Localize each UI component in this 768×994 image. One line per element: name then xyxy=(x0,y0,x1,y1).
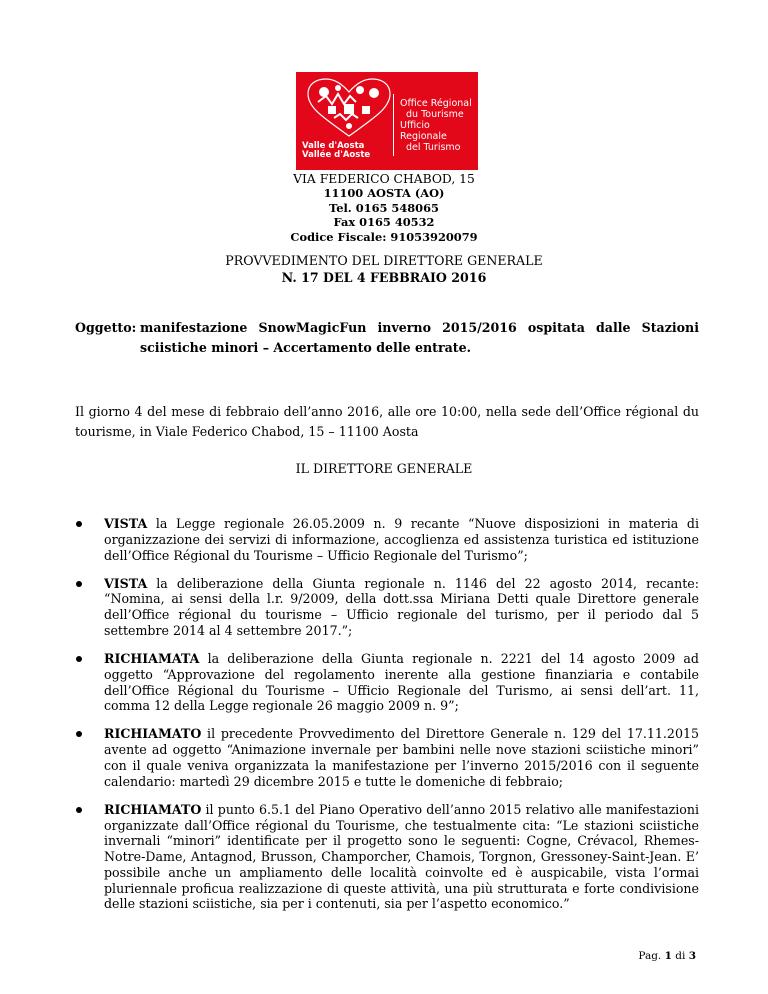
subject-label: Oggetto: xyxy=(75,320,137,335)
title-line-2: N. 17 DEL 4 FEBBRAIO 2016 xyxy=(281,269,487,285)
section-heading: IL DIRETTORE GENERALE xyxy=(295,461,473,476)
list-item xyxy=(75,726,699,789)
telephone: Tel. 0165 548065 xyxy=(329,200,439,215)
bullet-icon xyxy=(76,656,82,662)
item-lead: VISTA xyxy=(104,516,148,531)
title-line-1: PROVVEDIMENTO DEL DIRETTORE GENERALE xyxy=(225,253,543,268)
list-item xyxy=(75,576,699,639)
region-wordmark xyxy=(302,142,370,160)
item-text: la deliberazione della Giunta regionale n. 2221 del 14 agosto 2009 ad oggetto “Approvazione del regolamento inerente alla gestione finanziaria e contabile dell’Office Régional du Tourisme – Ufficio Regionale del Turismo, ai sensi dell’art. 11, comma 12 della Legge regionale 26 maggio 2009 n. 9”; xyxy=(104,650,699,714)
bullet-icon xyxy=(76,731,82,737)
current-page: 1 xyxy=(664,950,672,962)
bullet-icon xyxy=(76,807,82,813)
bullet-icon xyxy=(76,581,82,587)
organization-name xyxy=(400,98,478,153)
office-regional-logo xyxy=(296,72,478,170)
item-lead: VISTA xyxy=(104,575,148,591)
item-lead: RICHIAMATA xyxy=(104,650,200,666)
subject-block xyxy=(75,318,699,358)
org-name-line-2: du Tourisme xyxy=(406,109,464,120)
list-item xyxy=(75,802,699,913)
list-item xyxy=(75,651,699,714)
page-separator: di xyxy=(671,950,689,962)
total-pages: 3 xyxy=(688,950,696,962)
item-text: la Legge regionale 26.05.2009 n. 9 recante “Nuove disposizioni in materia di organizzazione dei servizi di informazione, accoglienza ed assistenza turistica ed istituzione dell’Office Régional du Tourisme – Ufficio Regionale del Turismo”; xyxy=(104,516,699,563)
logo-divider xyxy=(393,94,394,156)
item-lead: RICHIAMATO xyxy=(104,726,202,742)
city-address: 11100 AOSTA (AO) xyxy=(323,186,445,201)
document-title xyxy=(0,253,768,286)
page-number xyxy=(638,950,696,962)
item-text: il punto 6.5.1 del Piano Operativo dell’anno 2015 relativo alle manifestazioni organizzate dall’Office régional du Tourisme, che testualmente cita: “Le stazioni sciistiche invernali “minori” identificate per il progetto sono le seguenti: Cogne, Crévacol, Rhemes-Notre-Dame, Antagnod, Brusson, Champorcher, Chamois, Torgnon, Gressoney-Saint-Jean. E’ possibile anche un ampliamento delle località coinvolte ed è auspicabile, vista l’ormai pluriennale proficua realizzazione di queste attività, una più strutturata e forte condivisione delle stazioni sciistiche, sia per i contenuti, sia per l’aspetto economico.” xyxy=(104,801,699,912)
item-text: la deliberazione della Giunta regionale n. 1146 del 22 agosto 2014, recante: “Nomina, ai sensi della l.r. 9/2009, della dott.ssa Miriana Detti quale Direttore generale dell’Office régional du tourisme – Ufficio regionale del turismo, per il periodo dal 5 settembre 2014 al 4 settembre 2017.”; xyxy=(104,575,699,638)
street-address: VIA FEDERICO CHABOD, 15 xyxy=(293,172,475,186)
bullet-icon xyxy=(76,521,82,527)
subject-text: manifestazione SnowMagicFun inverno 2015/2016 ospitata dalle Stazioni sciistiche minori – Accertamento delle entrate. xyxy=(140,320,699,355)
page-prefix: Pag. xyxy=(638,950,665,962)
region-name-italian: Valle d'Aosta xyxy=(302,141,365,151)
org-name-line-3: Ufficio Regionale xyxy=(400,120,447,142)
tax-code: Codice Fiscale: 91053920079 xyxy=(290,229,478,244)
org-name-line-4: del Turismo xyxy=(406,142,461,153)
list-item xyxy=(75,516,699,563)
address-block xyxy=(0,172,768,244)
fax: Fax 0165 40532 xyxy=(333,215,435,230)
intro-paragraph: Il giorno 4 del mese di febbraio dell’anno 2016, alle ore 10:00, nella sede dell’Office régional du tourisme, in Viale Federico Chabod, 15 – 11100 Aosta xyxy=(75,404,699,439)
recitals-list xyxy=(75,516,699,924)
heart-collage-icon xyxy=(304,78,394,138)
item-text: il precedente Provvedimento del Direttore Generale n. 129 del 17.11.2015 avente ad oggetto “Animazione invernale per bambini nelle nove stazioni sciistiche minori” con il quale veniva organizzata la manifestazione per l’inverno 2015/2016 con il seguente calendario: martedì 29 dicembre 2015 e tutte le domeniche di febbraio; xyxy=(104,726,699,789)
item-lead: RICHIAMATO xyxy=(104,801,202,817)
org-name-line-1: Office Régional xyxy=(400,98,472,109)
region-name-french: Vallée d'Aoste xyxy=(302,150,371,160)
